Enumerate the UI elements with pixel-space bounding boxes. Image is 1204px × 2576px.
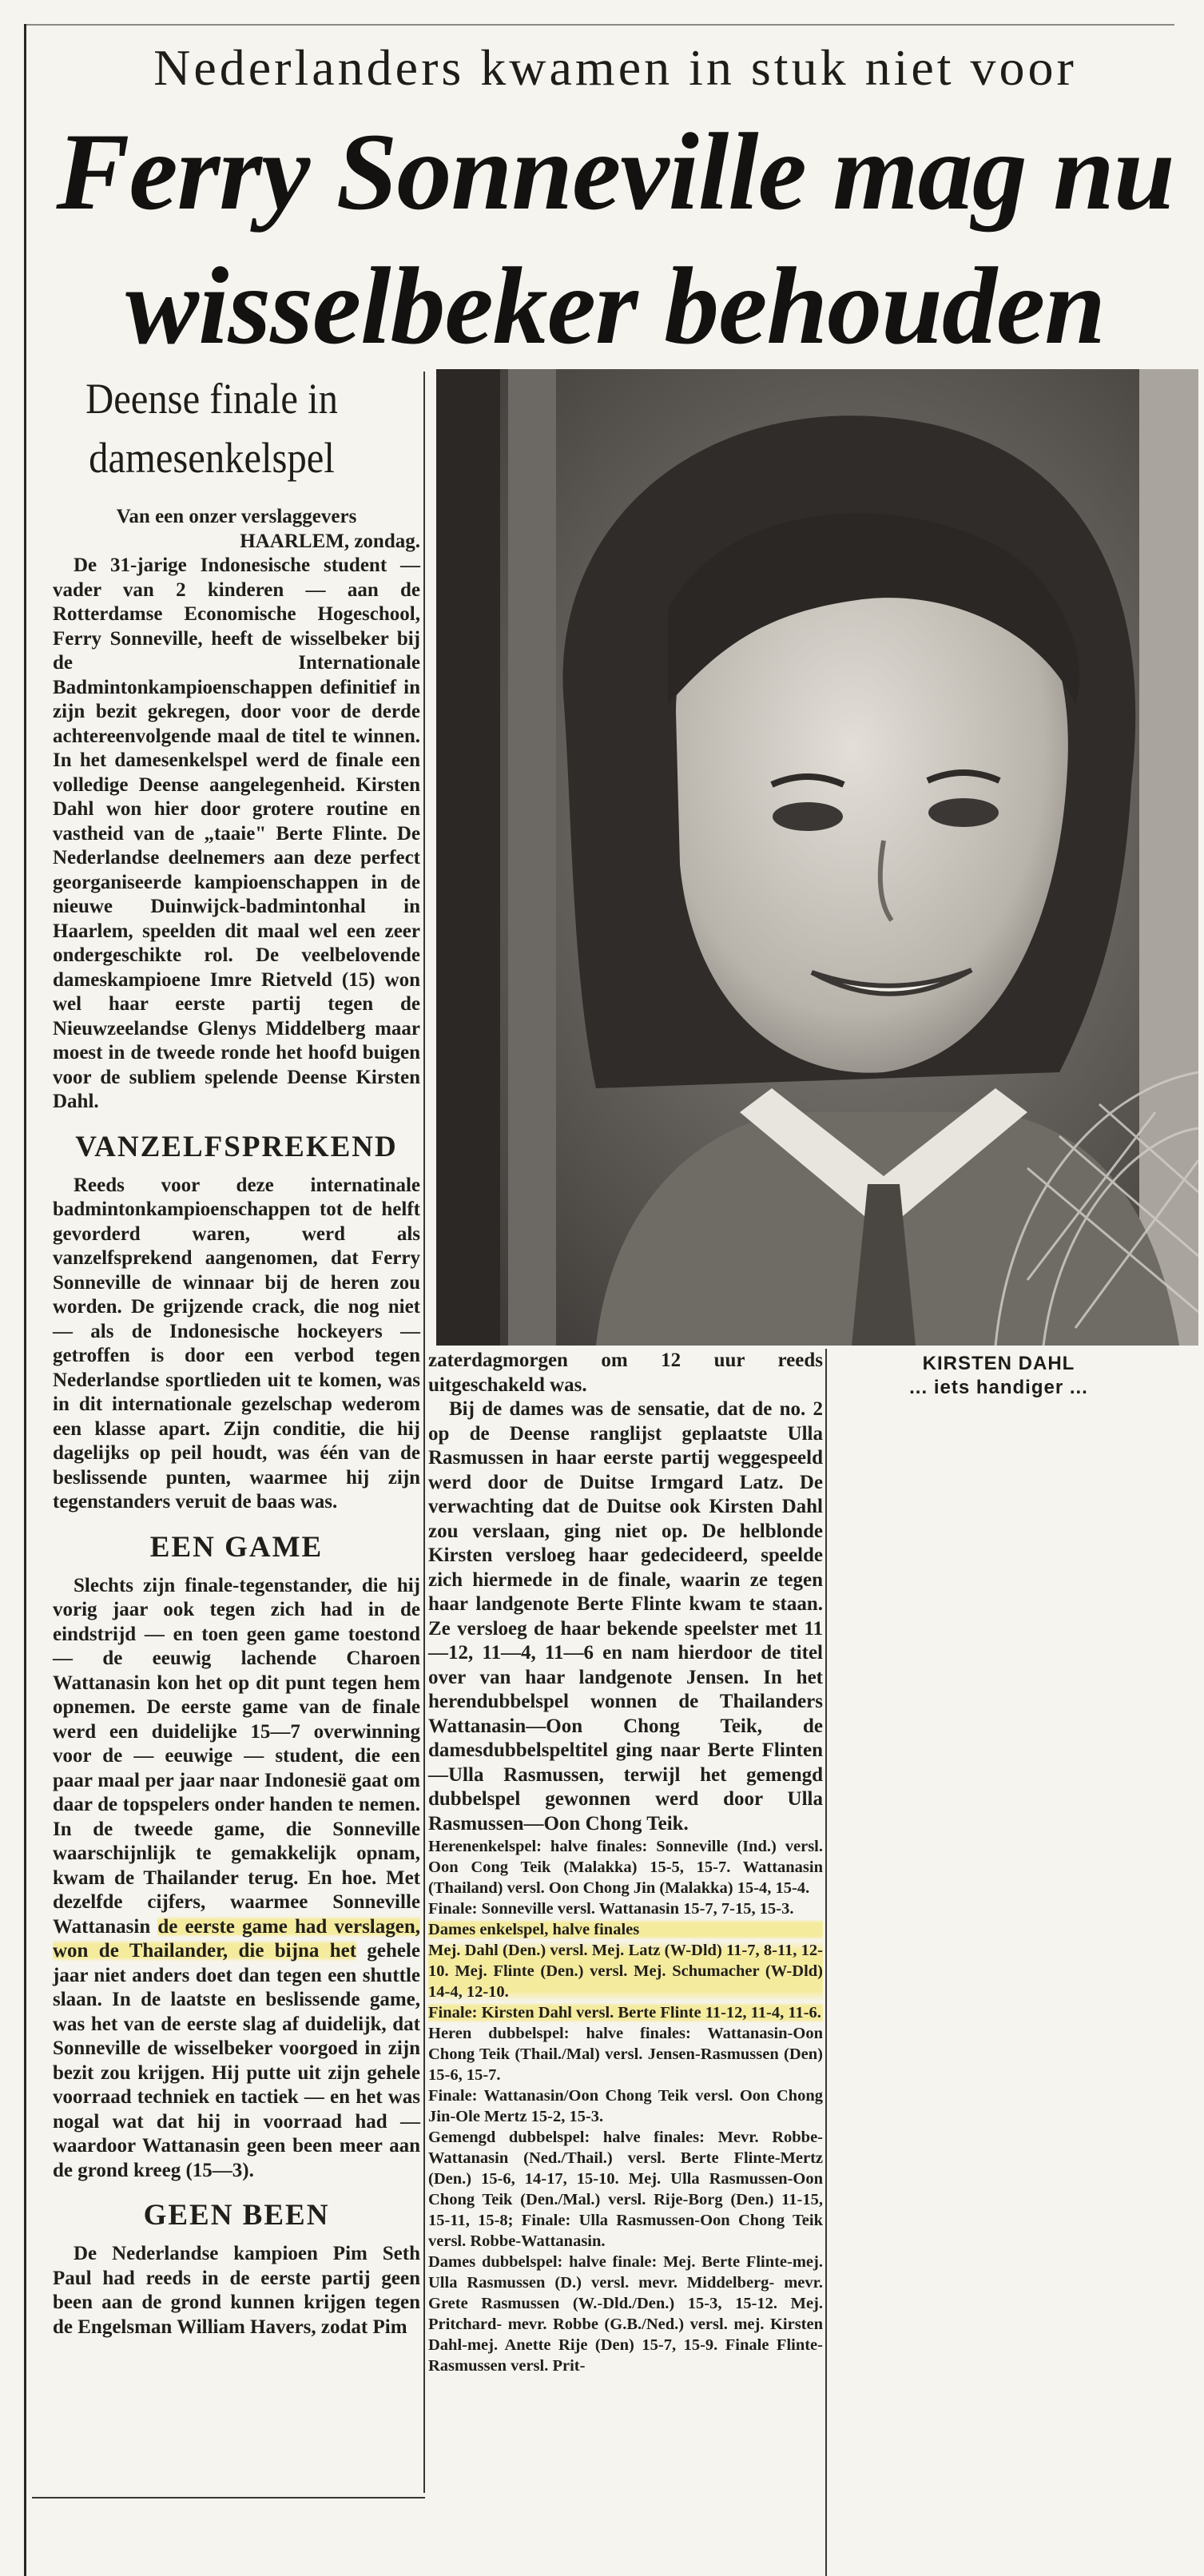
- article-paragraph: zaterdagmorgen om 12 uur reeds uitgeschakeld was.: [428, 1350, 823, 1396]
- article-column-left: [53, 505, 420, 2339]
- section-heading-vanzelfsprekend: VANZELFSPREKEND: [75, 1130, 398, 1163]
- paragraph-text: Slechts zijn finale-tegenstander, die hij vorig jaar ook tegen zich had in de eindstrijd — en toen geen game toestond — de eeuwig lachende Charoen Wattanasin kon het op dit punt tegen hem opnemen. De eerste game van de finale werd een duidelijke 15—7 overwinning voor de — eeuwige — student, die een paar maal per jaar naar Indonesië gaat om daar de topspelers onder handen te nemen. In de tweede game, die Sonneville waarschijnlijk te gemakkelijk opnam, kwam de Thailander terug. En hoe. Met dezelfde cijfers, waarmee Sonneville Wattanasin: [53, 1574, 420, 1938]
- article-paragraph: Bij de dames was de sensatie, dat de no. 2 op de Deense ranglijst geplaatste Ulla Rasmussen in haar eerste partij weggespeeld werd door de Duitse Irmgard Latz. De verwachting dat de Duitse ook Kirsten Dahl zou verslaan, ging niet op. De helblonde Kirsten versloeg haar gedecideerd, speelde zich hiermede in de finale, waarin ze tegen haar landgenote Berte Flinte kwam te staan. Ze versloeg de haar bekende speelster met 11—12, 11—4, 11—6 en nam hierdoor de titel over van haar landgenote Jensen. In het herendubbelspel wonnen de Thailanders Wattanasin—Oon Chong Teik, de damesdubbelspeltitel ging naar Berte Flinten—Ulla Rasmussen, terwijl het gemengd dubbelspel gewonnen werd door Ulla Rasmussen—Oon Chong Teik.: [428, 1398, 823, 1835]
- section-heading-geen-been: GEEN BEEN: [143, 2199, 330, 2232]
- highlighted-text: de eerste game had verslagen, won de Thailander, die bijna het: [53, 1915, 420, 1962]
- portrait-photo-icon: [436, 369, 1198, 1346]
- byline: Van een onzer verslaggevers: [116, 506, 357, 527]
- article-paragraph: Reeds voor deze internatinale badmintonkampioenschappen tot de helft gevorderd waren, werd als vanzelfsprekend aangenomen, dat Ferry Sonneville de winnaar bij de heren zou worden. De grijzende crack, die nog niet — als de Indonesische hockeyers — getroffen is door een verbod tegen Nederlandse sportlieden uit te komen, was in dit internationale gezelschap wederom een klasse apart. Zijn conditie, die hij dagelijks op peil houdt, was één van de beslissende punten, waarmee hij zijn tegenstanders veruit de baas was.: [53, 1174, 420, 1513]
- dateline: HAARLEM, zondag.: [240, 530, 420, 552]
- article-intro: De 31-jarige Indonesische student — vader van 2 kinderen — aan de Rotterdamse Economische Hogeschool, Ferry Sonneville, heeft de wisselbeker bij de Internationale Badmintonkampioenschappen definitief in zijn bezit gekregen, door voor de derde achtereenvolgende maal de titel te winnen. In het damesenkelspel werd de finale een volledige Deense aangelegenheid. Kirsten Dahl won hier door grotere routine en vastheid van de „taaie" Berte Flinte. De Nederlandse deelnemers aan deze perfect georganiseerde kampioenschappen in de nieuwe Duinwijck-badmintonhal in Haarlem, speelden dit maal wel een zeer ondergeschikte rol. De veelbelovende dameskampioene Imre Rietveld (15) won wel haar eerste partij tegen de Nieuwzeelandse Glenys Middelberg maar moest in de tweede ronde het hoofd buigen voor de subliem spelende Deense Kirsten Dahl.: [53, 555, 420, 1112]
- result-entry: Mej. Dahl (Den.) versl. Mej. Latz (W-Dld) 11-7, 8-11, 12-10. Mej. Flinte (Den.) versl. Mej. Schumacher (W-Dld) 14-4, 12-10.: [428, 1942, 823, 2001]
- column-rule: [825, 1349, 827, 2576]
- bottom-rule: [32, 2497, 425, 2498]
- result-entry: Herenenkelspel: halve finales: Sonneville (Ind.) versl. Oon Cong Teik (Malakka) 15-5, 15-7. Wattanasin (Thailand) versl. Oon Chong Jin (Malakka) 15-4, 15-4.: [428, 1838, 823, 1897]
- caption-name: KIRSTEN DAHL: [922, 1353, 1075, 1374]
- result-entry: Dames dubbelspel: halve finale: Mej. Berte Flinte-mej. Ulla Rasmussen (D.) versl. mevr. Middelberg- mevr. Grete Rasmussen (W.-Dld./Den.) 15-3, 15-12. Mej. Pritchard- mevr. Robbe (G.B./Ned.) versl. mej. Kirsten Dahl-mej. Anette Rije (Den) 15-7, 15-9. Finale Flinte-Rasmussen versl. Prit-: [428, 2253, 823, 2375]
- headline-kicker: Nederlanders kwamen in stuk niet voor: [153, 39, 1077, 96]
- left-margin-rule: [24, 24, 26, 2576]
- results-list: [428, 1836, 823, 2376]
- caption-text: ... iets handiger ...: [909, 1377, 1088, 1398]
- headline-line-2: wisselbeker behouden: [125, 244, 1105, 367]
- column-rule: [423, 372, 425, 2493]
- subheadline: Deense finale in damesenkelspel: [85, 375, 338, 482]
- result-entry: Finale: Sonneville versl. Wattanasin 15-7, 7-15, 15-3.: [428, 1900, 794, 1918]
- paragraph-text: gehele jaar niet anders doet dan tegen een shuttle slaan. In de laatste en beslissende game, was het van de eerste slag af duidelijk, dat Sonneville de wisselbeker voorgoed in zijn bezit zou krijgen. Hij putte uit zijn gehele voorraad techniek en tactiek — en het was nogal wat dat hij in voorraad had — waardoor Wattanasin geen been meer aan de grond kreeg (15—3).: [53, 1940, 421, 2181]
- result-entry: Gemengd dubbelspel: halve finales: Mevr. Robbe-Wattanasin (Ned./Thail.) versl. Berte Flinte-Mertz (Den.) 15-6, 14-17, 15-10. Mej. Ulla Rasmussen-Oon Chong Teik (Den./Mal.) versl. Rije-Borg (Den.) 11-15, 15-11, 15-8; Finale: Ulla Rasmussen-Oon Chong Teik versl. Robbe-Wattanasin.: [428, 2129, 823, 2250]
- section-heading-een-game: EEN GAME: [149, 1530, 324, 1564]
- result-entry: Finale: Wattanasin/Oon Chong Teik versl. Oon Chong Jin-Ole Mertz 15-2, 15-3.: [428, 2087, 823, 2125]
- headline-line-1: Ferry Sonneville mag nu: [56, 110, 1174, 233]
- article-column-right: [428, 1349, 823, 2376]
- article-paragraph: [53, 1574, 420, 2184]
- result-entry: Finale: Kirsten Dahl versl. Berte Flinte 11-12, 11-4, 11-6.: [428, 2002, 823, 2023]
- photo-caption: [863, 1352, 1134, 1400]
- result-entry: Dames enkelspel, halve finales: [428, 1919, 823, 1940]
- result-entry: Heren dubbelspel: halve finales: Wattanasin-Oon Chong Teik (Thail./Mal) versl. Jensen-Rasmussen (Den) 15-6, 15-7.: [428, 2025, 823, 2084]
- article-paragraph: De Nederlandse kampioen Pim Seth Paul had reeds in de eerste partij geen been aan de grond kunnen krijgen tegen de Engelsman William Havers, zodat Pim: [53, 2243, 420, 2338]
- portrait-photo: [436, 369, 1198, 1346]
- top-rule: [24, 24, 1174, 26]
